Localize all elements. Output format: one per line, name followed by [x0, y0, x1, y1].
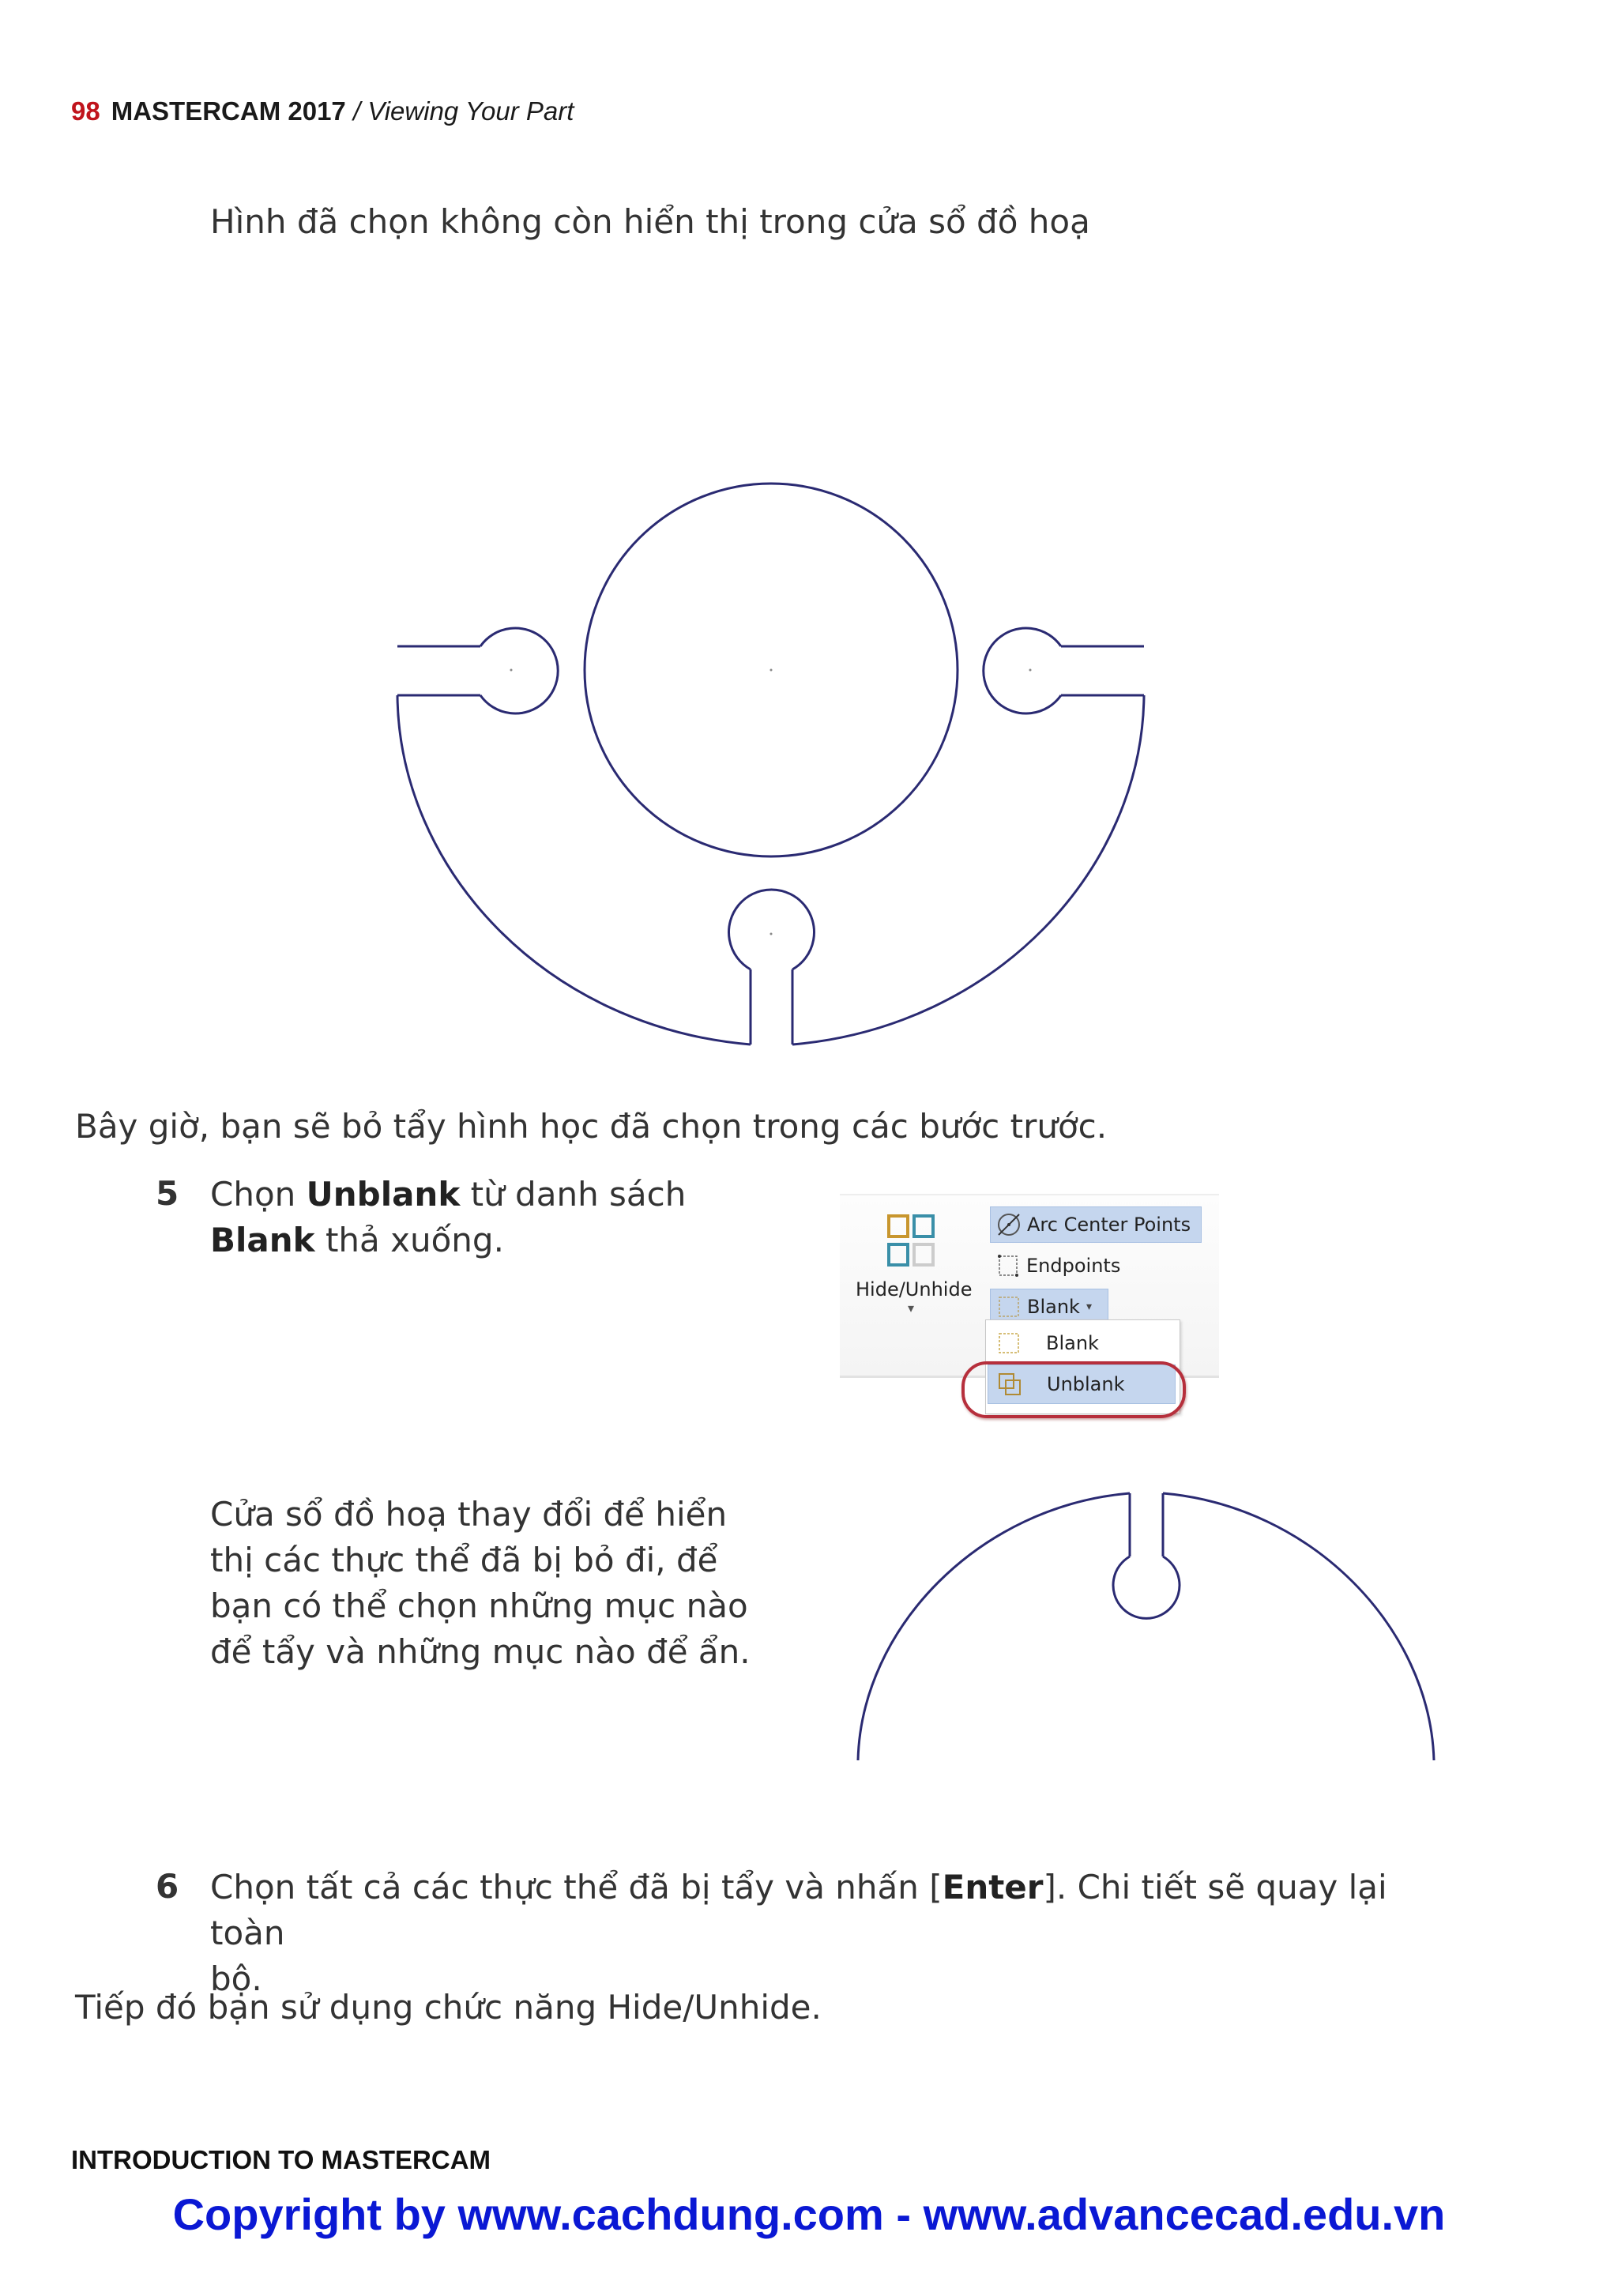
caption-hidden: Hình đã chọn không còn hiển thị trong cửa sổ đồ hoạ — [210, 202, 1090, 241]
step-6-text: Chọn tất cả các thực thể đã bị tẩy và nhấn [Enter]. Chi tiết sẽ quay lại toàn bộ. — [210, 1868, 1387, 1998]
header-separator: / — [345, 96, 368, 126]
blank-label: Blank — [1027, 1296, 1080, 1318]
intro-unblank: Bây giờ, bạn sẽ bỏ tẩy hình học đã chọn trong các bước trước. — [75, 1107, 1108, 1146]
unblank-keyhole-arc — [1113, 1556, 1180, 1618]
step-6-number: 6 — [156, 1867, 179, 1906]
outro-text: Tiếp đó bạn sử dụng chức năng Hide/Unhide. — [75, 1988, 822, 2027]
footer-book-title: INTRODUCTION TO MASTERCAM — [71, 2145, 491, 2174]
menu-item-blank-label: Blank — [1046, 1332, 1099, 1354]
endpoints-label: Endpoints — [1026, 1255, 1121, 1277]
arc-center-points-label: Arc Center Points — [1027, 1214, 1191, 1236]
unblank-arc-right — [1163, 1493, 1434, 1760]
unblank-term: Unblank — [306, 1175, 461, 1214]
enter-key-term: Enter — [942, 1868, 1044, 1906]
unblank-arc-left — [858, 1493, 1130, 1760]
blank-term: Blank — [210, 1221, 315, 1259]
step-5-text: Chọn Unblank từ danh sách Blank thả xuống. — [210, 1175, 687, 1259]
book-title: MASTERCAM 2017 — [111, 96, 346, 126]
chevron-down-icon: ▾ — [907, 1302, 915, 1315]
copyright-notice: Copyright by www.cachdung.com - www.advancecad.edu.vn — [172, 2189, 1446, 2239]
caption-unblank: Cửa sổ đồ hoạ thay đổi để hiển thị các thực thể đã bị bỏ đi, để bạn có thể chọn những mục nào để tẩy và những mục nào để ẩn. — [210, 1495, 751, 1671]
step-5-number: 5 — [156, 1174, 179, 1213]
menu-item-unblank-label: Unblank — [1047, 1373, 1125, 1395]
chapter-title: Viewing Your Part — [367, 96, 574, 126]
hide-unhide-label: Hide/Unhide — [856, 1278, 973, 1300]
page-number: 98 — [71, 96, 100, 126]
chevron-down-icon: ▾ — [1086, 1300, 1092, 1313]
